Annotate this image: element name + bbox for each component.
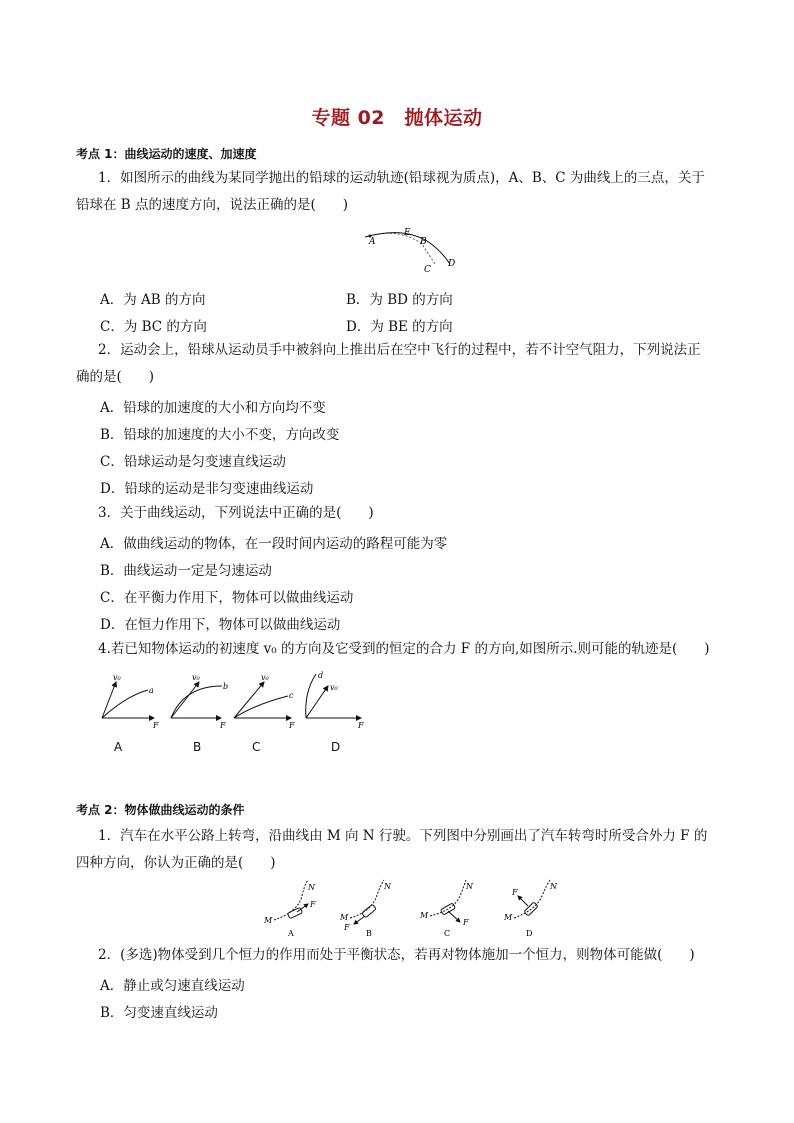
q3-option-a: A．做曲线运动的物体，在一段时间内运动的路程可能为零 [100, 536, 448, 552]
q4-figure-d [306, 671, 364, 730]
question-2-text: 2．运动会上，铅球从运动员手中被斜向上推出后在空中飞行的过程中，若不计空气阻力，下列说法正 [98, 342, 701, 358]
section-heading-2: 考点 2：物体做曲线运动的条件 [76, 803, 245, 817]
m-label: M [504, 913, 513, 922]
q4-choice-c: C [252, 740, 261, 754]
v0-label: v₀ [261, 673, 269, 682]
v0-label: v₀ [330, 683, 338, 692]
car-choice-a: A [288, 929, 294, 938]
n-label: N [550, 882, 557, 891]
s2-q2-option-a: A．静止或匀速直线运动 [100, 978, 245, 994]
q2-option-c: C．铅球运动是匀变速直线运动 [100, 454, 286, 470]
section-heading-1: 考点 1：曲线运动的速度、加速度 [76, 147, 257, 161]
q3-option-c: C．在平衡力作用下，物体可以做曲线运动 [100, 590, 354, 606]
car-figure-a [263, 880, 316, 938]
q4-figure-c [234, 673, 295, 730]
force-label: F [358, 721, 364, 730]
m-label: M [264, 916, 273, 925]
question-3-text: 3．关于曲线运动，下列说法中正确的是( ) [98, 505, 374, 521]
curve-label-c: c [289, 691, 294, 700]
s2-question-1-text-cont: 四种方向，你认为正确的是( ) [76, 855, 276, 871]
q3-option-d: D．在恒力作用下，物体可以做曲线运动 [100, 617, 341, 633]
force-label: F [153, 721, 159, 730]
f-label: F [310, 900, 316, 909]
curve-label-a: a [149, 686, 154, 695]
q1-option-a: A．为 AB 的方向 [100, 292, 206, 308]
car-turn-figures [258, 876, 568, 938]
s2-q2-option-b: B．匀变速直线运动 [100, 1005, 218, 1021]
q4-trajectory-figures [96, 668, 371, 736]
car-figure-b [339, 880, 392, 938]
s2-question-1-text: 1．汽车在水平公路上转弯，沿曲线由 M 向 N 行驶。下列图中分别画出了汽车转弯时所受合外力 F 的 [98, 828, 708, 844]
n-label: N [466, 882, 473, 891]
f-label: F [344, 923, 350, 932]
q4-choice-b: B [193, 740, 202, 754]
q3-option-b: B．曲线运动一定是匀速运动 [100, 563, 272, 579]
force-label: F [220, 721, 226, 730]
trajectory-figure [360, 226, 465, 276]
v0-label: v₀ [192, 673, 200, 682]
m-label: M [420, 911, 429, 920]
fig-label-d: D [448, 259, 456, 269]
car-choice-d: D [526, 929, 533, 938]
question-2-text-cont: 确的是( ) [76, 369, 155, 385]
f-label: F [512, 888, 518, 897]
car-figure-c [419, 880, 474, 938]
q2-option-a: A．铅球的加速度的大小和方向均不变 [100, 400, 326, 416]
s2-question-2-text: 2．(多选)物体受到几个恒力的作用而处于平衡状态，若再对物体施加一个恒力，则物体可能做( ) [98, 947, 695, 963]
question-1-text-cont: 铅球在 B 点的速度方向，说法正确的是( ) [76, 197, 349, 213]
force-label: F [289, 721, 295, 730]
q4-figure-a [102, 673, 159, 730]
f-label: F [463, 918, 469, 927]
n-label: N [384, 882, 391, 891]
n-label: N [308, 883, 315, 892]
q2-option-b: B．铅球的加速度的大小不变，方向改变 [100, 427, 340, 443]
m-label: M [340, 913, 349, 922]
curve-label-d: d [318, 671, 324, 680]
fig-label-c: C [424, 265, 431, 275]
car-figure-d [503, 880, 558, 938]
curve-label-b: b [223, 682, 229, 691]
car-choice-c: C [444, 929, 451, 938]
q1-option-b: B．为 BD 的方向 [346, 292, 453, 308]
fig-label-a: A [369, 237, 376, 247]
q4-figure-b [171, 673, 228, 730]
q2-option-d: D．铅球的运动是非匀变速曲线运动 [100, 481, 314, 497]
fig-label-e: E [404, 228, 411, 238]
q1-option-c: C．为 BC 的方向 [100, 319, 207, 335]
car-choice-b: B [366, 929, 372, 938]
v0-label: v₀ [113, 673, 121, 682]
q4-choice-a: A [114, 740, 123, 754]
q1-option-d: D．为 BE 的方向 [346, 319, 453, 335]
question-1-text: 1．如图所示的曲线为某同学抛出的铅球的运动轨迹(铅球视为质点)，A、B、C 为曲线上的三点，关于 [98, 170, 705, 186]
q4-choice-d: D [331, 740, 341, 754]
fig-label-b: B [420, 237, 427, 247]
question-4-text: 4.若已知物体运动的初速度 v₀ 的方向及它受到的恒定的合力 F 的方向,如图所示.则可能的轨迹是( ) [98, 641, 710, 657]
page-title: 专题 02 抛体运动 [311, 107, 483, 129]
